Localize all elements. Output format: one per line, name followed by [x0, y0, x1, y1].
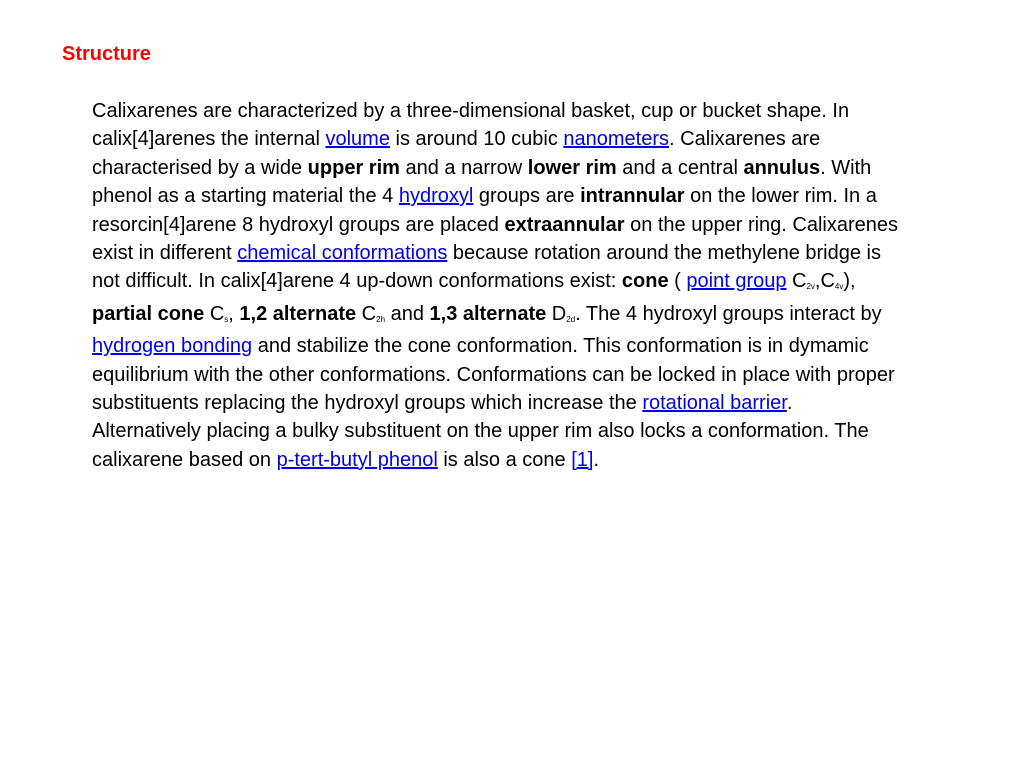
link-point-group[interactable]: point group [686, 270, 787, 293]
text-run: , [228, 302, 240, 325]
text-run: C [786, 270, 807, 293]
text-run: groups are [473, 185, 581, 208]
term-partial-cone: partial cone [92, 302, 205, 325]
text-run: on the upper ring. Calixarenes exist in different [92, 213, 899, 265]
term-1-2-alternate: 1,2 alternate [239, 302, 357, 325]
link-volume[interactable]: volume [325, 128, 390, 151]
link-rotational-barrier[interactable]: rotational barrier [642, 392, 787, 415]
text-run: . Alternatively placing a bulky substituent on the upper rim also locks a conformation. The calixarene based on [92, 392, 869, 471]
text-run: . The 4 hydroxyl groups interact by [575, 302, 882, 325]
text-run: C [356, 302, 377, 325]
term-upper-rim: upper rim [307, 156, 400, 179]
text-run: ,C [814, 270, 835, 293]
subscript: 4v [834, 282, 844, 292]
term-annulus: annulus [743, 156, 821, 179]
term-extraannular: extraannular [504, 213, 625, 236]
text-run: D [546, 302, 567, 325]
link-nanometers[interactable]: nanometers [563, 128, 670, 151]
term-cone: cone [621, 270, 669, 293]
term-lower-rim: lower rim [527, 156, 617, 179]
link-hydrogen-bonding[interactable]: hydrogen bonding [92, 335, 253, 358]
subscript: 2d [566, 314, 576, 324]
structure-paragraph [92, 97, 904, 474]
text-run: . With phenol as a starting material the 4 [92, 156, 872, 208]
term-1-3-alternate: 1,3 alternate [429, 302, 547, 325]
link-p-tert-butyl-phenol[interactable]: p-tert-butyl phenol [276, 448, 438, 471]
text-run: is also a cone [437, 448, 572, 471]
subscript: 2v [806, 282, 815, 292]
term-intrannular: intrannular [580, 185, 685, 208]
text-run: . [593, 448, 600, 471]
text-run: . Calixarenes are characterised by a wide [92, 128, 821, 179]
subscript: s [224, 314, 229, 324]
text-run: C [204, 302, 225, 325]
text-run: ( [668, 270, 687, 293]
text-run: on the lower rim. In a resorcin[4]arene 8 hydroxyl groups are placed [92, 185, 877, 236]
text-run: and [385, 302, 430, 325]
link-chemical-conformations[interactable]: chemical conformations [237, 242, 448, 265]
text-run: ), [843, 270, 856, 293]
text-run: Calixarenes are characterized by a three-dimensional basket, cup or bucket shape. In calix[4]arenes the internal [92, 100, 850, 151]
text-run: and a central [616, 156, 744, 179]
link-reference-1[interactable]: [1] [571, 448, 594, 471]
subscript: 2h [376, 314, 386, 324]
text-run: is around 10 cubic [389, 128, 564, 151]
text-run: because rotation around the methylene bridge is not difficult. In calix[4]arene 4 up-down conformations exist: [92, 242, 881, 293]
link-hydroxyl[interactable]: hydroxyl [398, 185, 474, 208]
text-run: and a narrow [399, 156, 528, 179]
page-title: Structure [62, 43, 151, 65]
text-run: and stabilize the cone conformation. This conformation is in dymamic equilibrium with the other conformations. Conformations can be locked in place with proper substituents replacing the hydroxyl groups which increase the [92, 335, 895, 415]
